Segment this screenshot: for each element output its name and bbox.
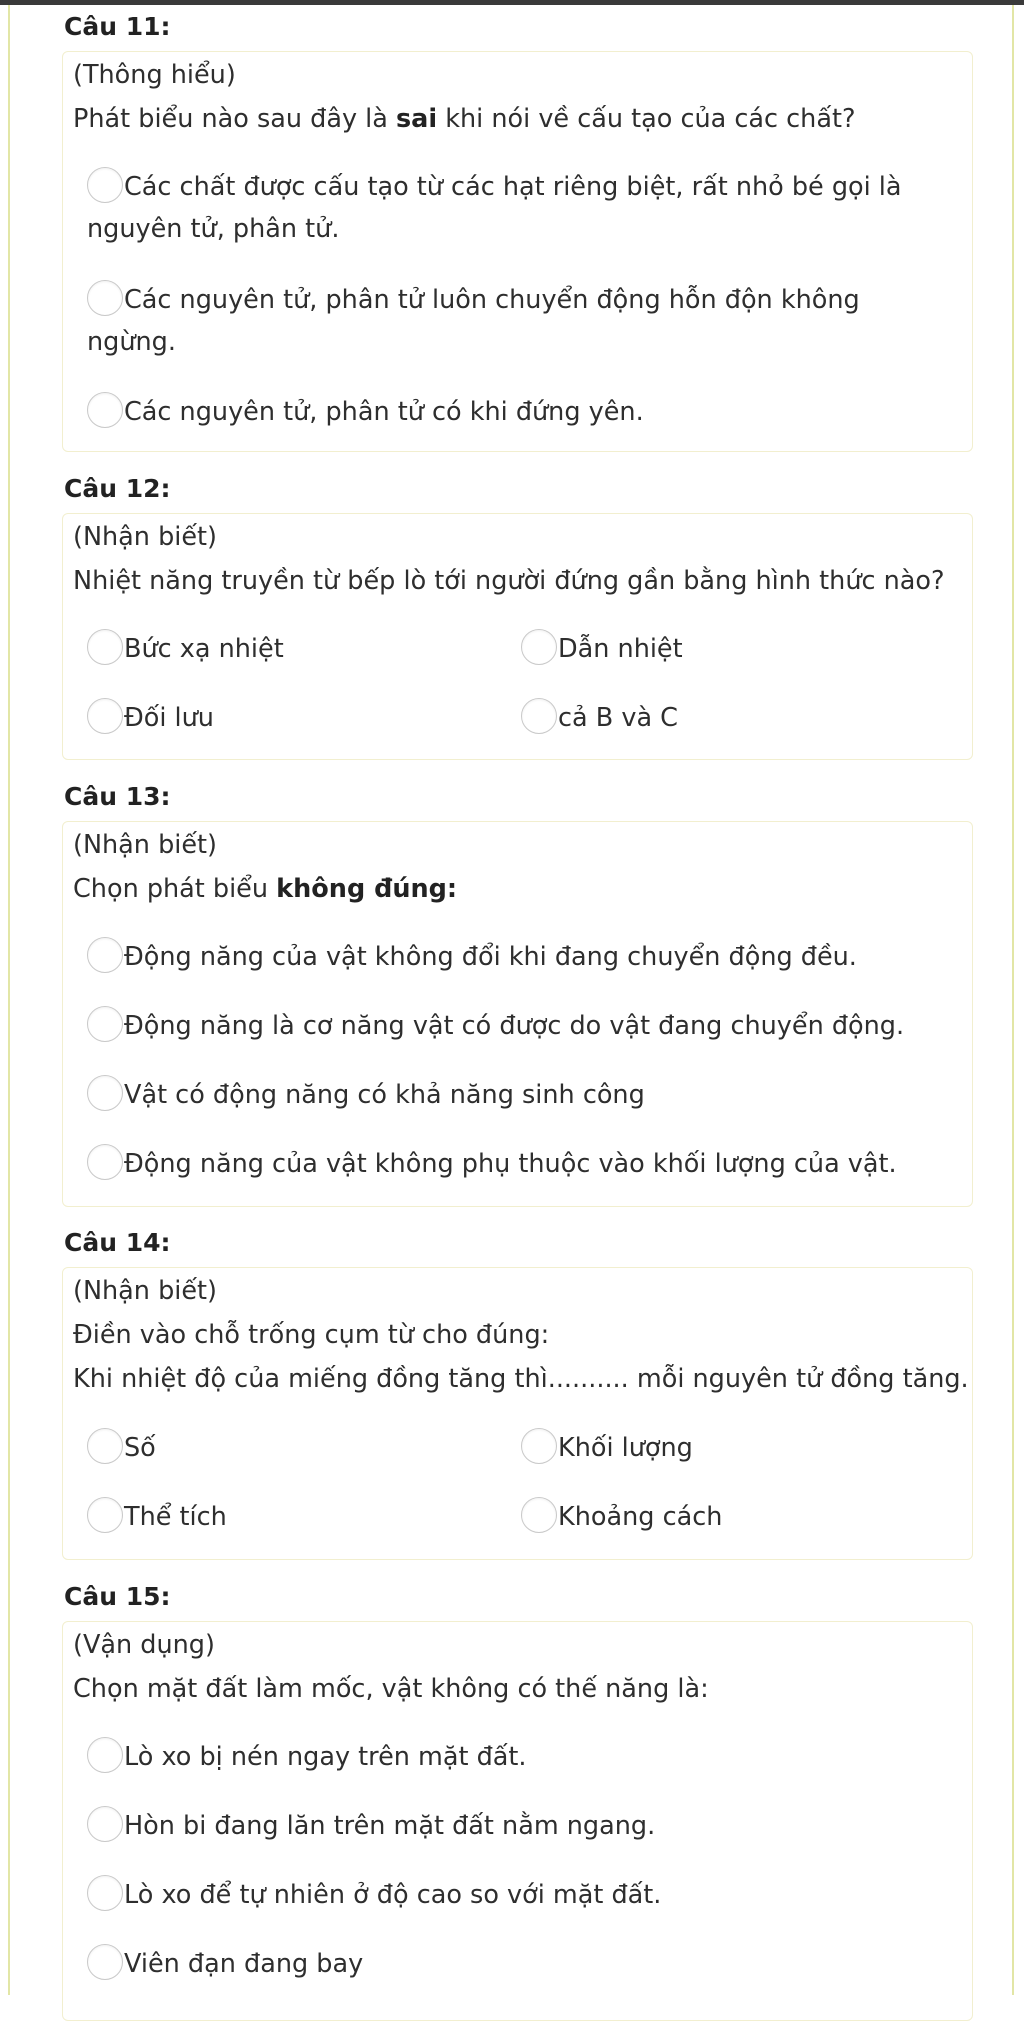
question-13-level: (Nhận biết)	[73, 830, 217, 860]
question-14-stem-line2: Khi nhiệt độ của miếng đồng tăng thì.......... mỗi nguyên tử đồng tăng.	[73, 1364, 969, 1394]
option-text: Khối lượng	[558, 1433, 693, 1463]
option-text: Lò xo để tự nhiên ở độ cao so với mặt đất.	[124, 1880, 662, 1910]
radio-button[interactable]	[87, 937, 123, 973]
option-text: Hòn bi đang lăn trên mặt đất nằm ngang.	[124, 1811, 656, 1841]
question-13-option-a[interactable]	[87, 936, 857, 978]
radio-button[interactable]	[87, 1875, 123, 1911]
radio-button[interactable]	[87, 1737, 123, 1773]
radio-button[interactable]	[87, 280, 123, 316]
option-text: Lò xo bị nén ngay trên mặt đất.	[124, 1742, 527, 1772]
question-11-level: (Thông hiểu)	[73, 60, 236, 90]
option-text: Các nguyên tử, phân tử có khi đứng yên.	[124, 397, 644, 427]
question-14-option-a[interactable]	[87, 1427, 156, 1469]
radio-button[interactable]	[87, 392, 123, 428]
question-12-level: (Nhận biết)	[73, 522, 217, 552]
radio-button[interactable]	[87, 167, 123, 203]
question-13-card	[62, 821, 973, 1207]
question-13-option-c[interactable]	[87, 1074, 645, 1116]
radio-button[interactable]	[521, 629, 557, 665]
radio-button[interactable]	[87, 1806, 123, 1842]
top-bar	[0, 0, 1024, 5]
option-text: Động năng của vật không đổi khi đang chuyển động đều.	[124, 942, 857, 972]
option-text: Các nguyên tử, phân tử luôn chuyển động hỗn độn không ngừng.	[87, 285, 860, 357]
question-12-option-b[interactable]	[521, 628, 683, 670]
radio-button[interactable]	[521, 1428, 557, 1464]
question-15-stem: Chọn mặt đất làm mốc, vật không có thế năng là:	[73, 1674, 709, 1704]
question-14-option-b[interactable]	[521, 1427, 693, 1469]
question-14-option-d[interactable]	[521, 1496, 722, 1538]
question-12-stem: Nhiệt năng truyền từ bếp lò tới người đứng gần bằng hình thức nào?	[73, 566, 945, 596]
question-14-stem-line1: Điền vào chỗ trống cụm từ cho đúng:	[73, 1320, 550, 1350]
option-text: Bức xạ nhiệt	[124, 634, 284, 664]
option-text: Viên đạn đang bay	[124, 1949, 364, 1979]
option-text: Các chất được cấu tạo từ các hạt riêng biệt, rất nhỏ bé gọi là nguyên tử, phân tử.	[87, 172, 902, 244]
question-14-level: (Nhận biết)	[73, 1276, 217, 1306]
question-12-label: Câu 12:	[64, 474, 171, 503]
question-15-option-d[interactable]	[87, 1943, 363, 1985]
question-15-option-c[interactable]	[87, 1874, 661, 1916]
right-border	[1012, 5, 1014, 1995]
question-13-stem: Chọn phát biểu không đúng:	[73, 874, 458, 904]
option-text: Thể tích	[124, 1502, 227, 1532]
question-12-option-a[interactable]	[87, 628, 284, 670]
option-text: Khoảng cách	[558, 1502, 723, 1532]
option-text: Số	[124, 1433, 156, 1463]
question-12-option-d[interactable]	[521, 697, 678, 739]
question-11-card	[62, 51, 973, 452]
question-15-level: (Vận dụng)	[73, 1630, 215, 1660]
option-text: Động năng của vật không phụ thuộc vào khối lượng của vật.	[124, 1149, 897, 1179]
radio-button[interactable]	[87, 698, 123, 734]
option-text: Dẫn nhiệt	[558, 634, 683, 664]
radio-button[interactable]	[87, 1006, 123, 1042]
question-13-label: Câu 13:	[64, 782, 171, 811]
question-15-label: Câu 15:	[64, 1582, 171, 1611]
question-13-option-d[interactable]	[87, 1143, 897, 1185]
question-11-label: Câu 11:	[64, 12, 171, 41]
question-11-option-b[interactable]	[87, 279, 927, 363]
radio-button[interactable]	[521, 698, 557, 734]
question-15-card	[62, 1621, 973, 2021]
question-14-option-c[interactable]	[87, 1496, 227, 1538]
option-text: cả B và C	[558, 703, 678, 733]
radio-button[interactable]	[87, 629, 123, 665]
option-text: Động năng là cơ năng vật có được do vật đang chuyển động.	[124, 1011, 905, 1041]
radio-button[interactable]	[521, 1497, 557, 1533]
radio-button[interactable]	[87, 1428, 123, 1464]
question-12-option-c[interactable]	[87, 697, 214, 739]
question-15-option-b[interactable]	[87, 1805, 655, 1847]
question-12-card	[62, 513, 973, 760]
left-border	[8, 5, 10, 1995]
question-13-option-b[interactable]	[87, 1005, 904, 1047]
option-text: Vật có động năng có khả năng sinh công	[124, 1080, 645, 1110]
question-14-label: Câu 14:	[64, 1228, 171, 1257]
question-11-option-a[interactable]	[87, 166, 927, 250]
question-14-card	[62, 1267, 973, 1560]
question-11-option-c[interactable]	[87, 391, 644, 433]
question-15-option-a[interactable]	[87, 1736, 527, 1778]
option-text: Đối lưu	[124, 703, 214, 733]
radio-button[interactable]	[87, 1144, 123, 1180]
radio-button[interactable]	[87, 1497, 123, 1533]
radio-button[interactable]	[87, 1075, 123, 1111]
radio-button[interactable]	[87, 1944, 123, 1980]
question-11-stem: Phát biểu nào sau đây là sai khi nói về cấu tạo của các chất?	[73, 104, 856, 134]
